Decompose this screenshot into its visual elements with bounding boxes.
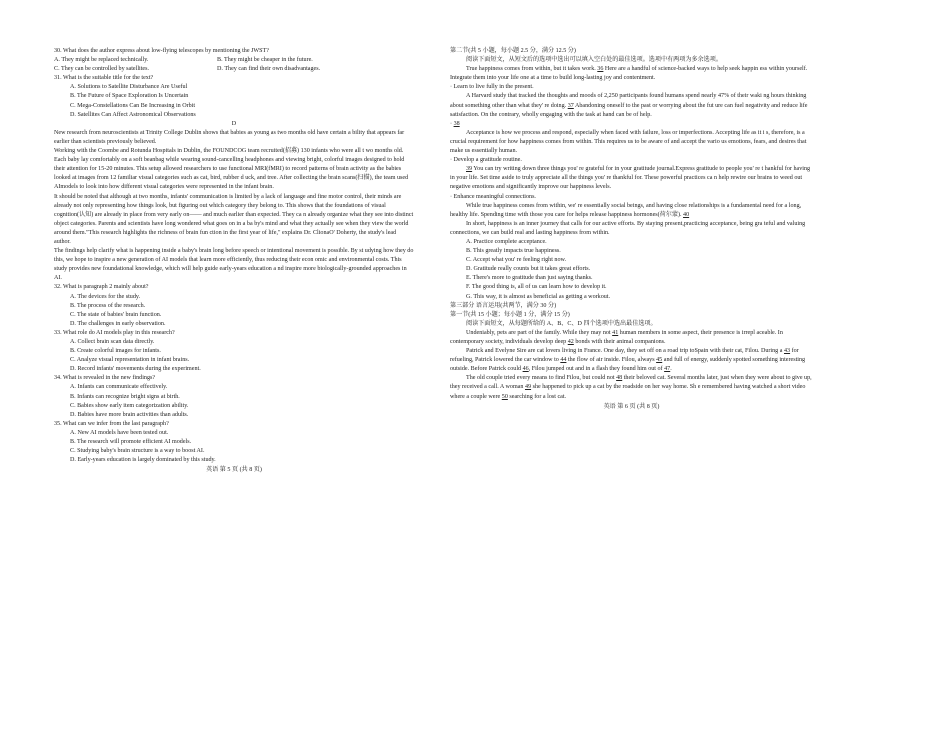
blank-42: 42 xyxy=(567,339,574,345)
q34-option-c: C. Babies show early item categorization ability. xyxy=(70,402,189,409)
q32-option-b: B. The process of the research. xyxy=(70,302,146,309)
q30-stem: 30. What does the author express about low-flying telescopes by mentioning the JWST? xyxy=(54,48,269,54)
section2-heading: 第二节(共 5 小题，每小题 2.5 分，满分 12.5 分) xyxy=(450,48,576,54)
section1-instructions: 阅读下面短文，从每题所给的 A、B、C、D 四个选项中选出最佳选项。 xyxy=(466,320,657,327)
blank-48: 48 xyxy=(616,375,623,382)
subheading-live-present: · Learn to live fully in the present. xyxy=(450,84,534,91)
q33-option-d: D. Record infants' movements during the experiment. xyxy=(70,366,201,373)
blank-41: 41 xyxy=(612,329,619,336)
gap-option-f: F. The good thing is, all of us can learn how to develop it. xyxy=(466,284,607,291)
left-page xyxy=(54,47,414,475)
gap-passage-para-4: 39 You can try writing down three things you' re grateful for in your gratitude journal.Express gratitude to people you' re t hankful for having in your life. Set time aside to truly appreciate all the things you' re thankful for. These powerful practices ca n help rewire our brains to weed out negative emotions and significantly improve our happiness levels. xyxy=(450,166,811,191)
subheading-blank-38: · 38 xyxy=(450,120,460,127)
q34-option-b: B. Infants can recognize bright signs at birth. xyxy=(70,393,180,400)
q32-option-d: D. The challenges in early observation. xyxy=(70,320,166,327)
q31-option-d: D. Satellites Can Affect Astronomical Observations xyxy=(70,111,196,118)
q35-option-c: C. Studying baby's brain structure is a way to boost AI. xyxy=(70,448,205,455)
q35-option-b: B. The research will promote efficient AI models. xyxy=(70,439,192,446)
part3-heading: 第三部分 语言运用(共两节，满分 30 分) xyxy=(450,302,557,309)
blank-50: 50 xyxy=(501,393,508,400)
section1-heading: 第一节(共 15 小题；每小题 1 分，满分 15 分) xyxy=(450,311,570,318)
blank-37: 37 xyxy=(567,102,574,109)
blank-46: 46 xyxy=(522,366,529,373)
q30-options-cd xyxy=(54,65,414,74)
gap-option-e: E. There's more to gratitude than just saying thanks. xyxy=(466,275,593,282)
q33-option-a: A. Collect brain scan data directly. xyxy=(70,339,155,345)
q33-option-c: C. Analyze visual representation in infant brains. xyxy=(70,357,190,364)
cloze-para-3: The old couple tried every means to find Filou, but could not 48 their beloved cat. Several months later, just when they were about to give up, they received a call. A woman 49 she happened to pick up a cat by the roadside on her way home. Sh e remembered having watched a short video where a couple were 50 searching for a lost cat. xyxy=(450,375,812,400)
passage-d-para-4: The findings help clarify what is happening inside a baby's brain long before speech or intentional movement is possible. By st udying how they do this, we hope to inspire a new generation of AI models that learn more efficiently, thus reducing their econ omic and environmental costs. This study provides new foundational knowledge, which will help guide early-years education a nd inspire more biologically-grounded approaches in AI. xyxy=(54,248,414,282)
subheading-gratitude: · Develop a gratitude routine. xyxy=(450,157,522,164)
q33-option-b: B. Create colorful images for infants. xyxy=(70,348,161,355)
page-footer-5: 英语 第 5 页 (共 8 页) xyxy=(206,467,262,474)
q34-option-d: D. Babies have more brain activities than adults. xyxy=(70,411,189,418)
blank-39: 39 xyxy=(466,166,473,173)
gap-option-d: D. Gratitude really counts but it takes great efforts. xyxy=(466,266,591,273)
gap-option-g: G. This way, it is almost as beneficial as getting a workout. xyxy=(466,293,611,300)
blank-43: 43 xyxy=(783,348,791,355)
gap-passage-para-6: In short, happiness is an inner journey that calls for our active efforts. By staying present,practicing acceptance, being gra teful and valuing connections, we can build real and lasting happiness from within. xyxy=(450,220,806,236)
q34-option-a: A. Infants can communicate effectively. xyxy=(70,384,168,391)
q35-option-a: A. New AI models have been tested out. xyxy=(70,429,169,436)
gap-passage-para-5: While true happiness comes from within, we' re essentially social beings, and having close relationships is a fundamental need for a long, healthy life. Spending time with those you care for helps release happiness hormones(荷尔蒙). 40 xyxy=(450,202,802,218)
q32-stem: 32. What is paragraph 2 mainly about? xyxy=(54,284,149,291)
passage-d-para-1: New research from neuroscientists at Trinity College Dublin shows that babies as young as two months old have certain a bility that appears far earlier than scientists previously believed. xyxy=(54,129,405,145)
passage-d-para-3: It should be noted that although at two months, infants' communication is limited by a lack of language and fine motor control, their minds are already not only representing how things look, but figuring out which category they belong to. This shows that the foundations of visual cognition(认知) are already in place from very early on—— and much earlier than expected. They ca n already organize what they see into distinct object categories. Parents and scientists have long wondered what goes on in a ba by's mind and what they actually see when they view the world around them."This research highlights the richness of brain fun ction in the first year of life," explains Dr. ClionaO' Doherty, the study's lead author. xyxy=(54,193,414,245)
q30-option-a: A. They might be replaced technically. xyxy=(54,57,149,64)
q32-option-c: C. The state of babies' brain function. xyxy=(70,311,162,318)
q35-option-d: D. Early-years education is largely dominated by this study. xyxy=(70,457,216,464)
gap-option-c: C. Accept what you' re feeling right now. xyxy=(466,257,567,264)
blank-36: 36 xyxy=(597,66,604,73)
q33-stem: 33. What role do AI models play in this research? xyxy=(54,329,175,336)
cloze-para-1: Undeniably, pets are part of the family. While they may not 41 human members in some aspect, their presence is irrepl aceable. In contemporary society, individuals develop deep 42 bonds with their animal companions. xyxy=(450,329,783,345)
q31-option-b: B. The Future of Space Exploration Is Uncertain xyxy=(70,93,189,100)
right-page xyxy=(450,47,813,412)
q30-option-d: D. They can find their own disadvantages. xyxy=(217,66,321,73)
gap-option-b: B. This greatly impacts true happiness. xyxy=(466,248,561,255)
blank-47: 47 xyxy=(664,366,671,373)
blank-45: 45 xyxy=(656,357,663,364)
q31-stem: 31. What is the suitable title for the text? xyxy=(54,75,154,82)
gap-passage-para-2: A Harvard study that tracked the thoughts and moods of 2,250 participants found humans spend nearly 47% of their waki ng hours thinking about something other than what they' re doing. 37 Abandoning oneself to the past or worrying about the fut ure can fuel negativity and reduce life satisfaction. On the contrary, wholly engaging with the task at hand can be of help. xyxy=(450,93,808,118)
q30-option-c: C. They can be controlled by satellites. xyxy=(54,66,149,73)
section-d-heading: D xyxy=(231,120,237,127)
q31-option-a: A. Solutions to Satellite Disturbance Are Useful xyxy=(70,84,188,91)
q30-options-ab xyxy=(54,56,414,65)
blank-40: 40 xyxy=(683,211,690,218)
q30-option-b: B. They might be cheaper in the future. xyxy=(217,57,313,64)
subheading-connections: · Enhance meaningful connections. xyxy=(450,193,536,200)
passage-d-para-2: Working with the Coombe and Rotunda Hospitals in Dublin, the FOUNDCOG team recruited(招募) 130 infants who were all t wo months old. Each baby lay comfortably on a soft beanbag while wearing sound-cancelling headphones and viewing bright, colorful images designed to hold their attention for 15-20 minutes. This setup allowed researchers to use functional MRI(fMRI) to record patterns of brain activity as the babies looked at images from 12 familiar visual categories such as cat, bird, rubber d uck, and tree. After collecting the brain scans(扫描), the team used AImodels to look into how different visual categories were represented in the infant brain. xyxy=(54,148,409,191)
gap-option-a: A. Practice complete acceptance. xyxy=(466,238,547,245)
q34-stem: 34. What is revealed in the new findings? xyxy=(54,375,156,382)
blank-38: 38 xyxy=(453,120,460,127)
gap-passage-intro: True happiness comes from within, but it takes work. 36 Here are a handful of science-backed ways to help seek happin ess within yourself. Integrate them into your life one at a time to build long-lasting joy and contentment. xyxy=(450,66,808,82)
blank-49: 49 xyxy=(524,384,532,391)
q31-option-c: C. Mega-Constellations Can Be Increasing in Orbit xyxy=(70,102,196,109)
q32-option-a: A. The devices for the study. xyxy=(70,293,141,300)
gap-passage-para-3: Acceptance is how we process and respond, especially when faced with failure, loss or imperfections. Accepting life as it i s, therefore, is a crucial requirement for how happiness comes from within. This requires us to be aware of and accept the vario us emotions, fears, and desires that make us essentially human. xyxy=(450,129,807,155)
blank-44: 44 xyxy=(560,357,567,364)
cloze-para-2: Patrick and Evelyne Sire are cat lovers living in France. One day, they set off on a road trip toSpain with their cat, Filou. During a 43 for refueling, Patrick lowered the car window to 44 the flow of air inside. Filou, always 45 and full of energy, suddenly spotted something interesting outside. Before Patrick could 46, Filou jumped out and in a flash they found him out of 47. xyxy=(450,348,806,373)
section2-instructions: 阅读下面短文，从短文后的选项中选出可以填入空白处的最佳选项。选项中有两项为多余选项。 xyxy=(466,57,722,64)
q35-stem: 35. What can we infer from the last paragraph? xyxy=(54,420,169,427)
page-footer-6: 英语 第 6 页 (共 8 页) xyxy=(603,403,660,410)
